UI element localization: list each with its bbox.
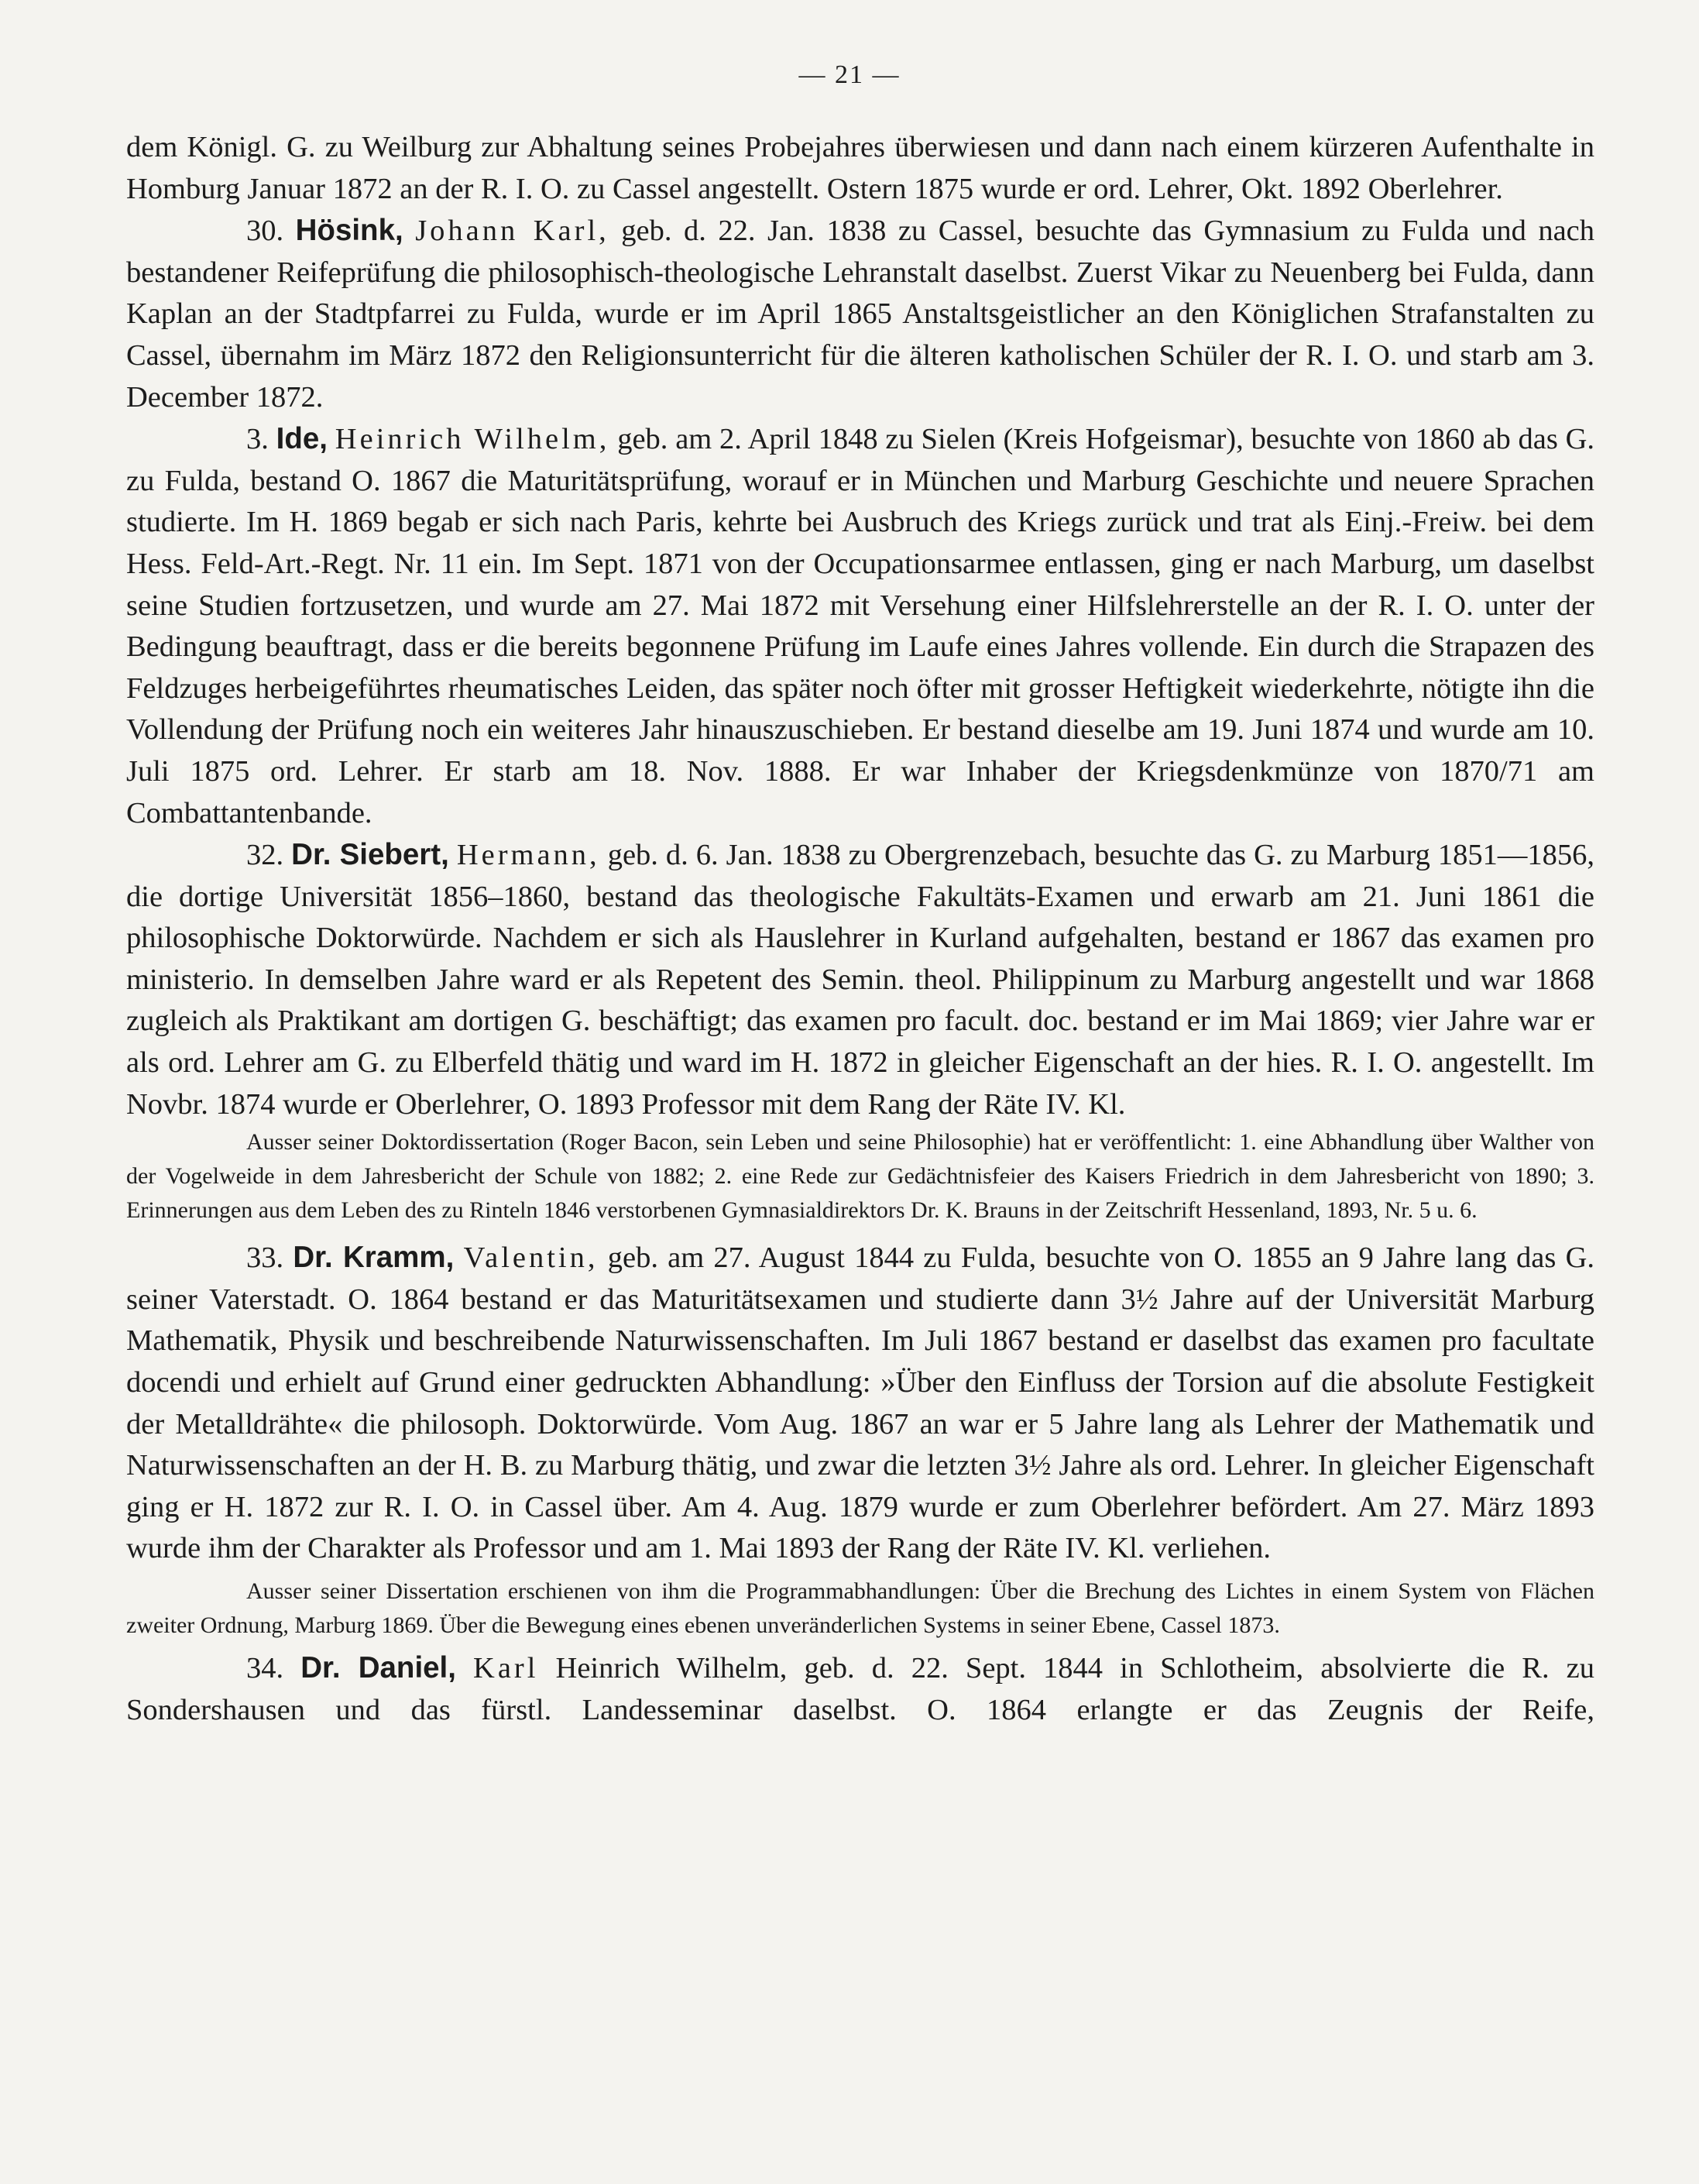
- entry-text: Heinrich Wilhelm, geb. d. 22. Sept. 1844 in Schlotheim, absolvierte die R. zu Sondershausen und das fürstl. Landesseminar daselbst. O. 1864 erlangte er das Zeugnis der Reife,: [126, 1652, 1595, 1726]
- entry-31: [126, 418, 1594, 834]
- entry-surname: Dr. Kramm,: [293, 1241, 455, 1275]
- entry-surname: Ide,: [276, 422, 328, 456]
- entry-given-name: Johann Karl,: [415, 215, 609, 248]
- entry-34: [126, 1647, 1594, 1731]
- spacer: [126, 1228, 1594, 1237]
- entry-number: 32.: [246, 839, 284, 872]
- entry-33-note: Ausser seiner Dissertation erschienen von ihm die Programmabhandlungen: Über die Brechung des Lichtes in einem System von Flächen zweiter Ordnung, Marburg 1869. Über die Bewegung eines ebenen unveränderlichen Systems in seiner Ebene, Cassel 1873.: [126, 1578, 1594, 1638]
- entry-text: geb. d. 22. Jan. 1838 zu Cassel, besuchte das Gymnasium zu Fulda und nach bestandener Reifeprüfung die philosophisch-theologische Lehranstalt daselbst. Zuerst Vikar zu Neuenberg bei Fulda, dann Kaplan an der Stadtpfarrei zu Fulda, wurde er im April 1865 Anstaltsgeistlicher an den Königlichen Strafanstalten zu Cassel, übernahm im März 1872 den Religionsunterricht für die älteren katholischen Schüler der R. I. O. und starb am 3. December 1872.: [126, 215, 1595, 414]
- entry-32: [126, 834, 1594, 1125]
- entry-given-name: Valentin,: [463, 1241, 599, 1275]
- continuation-text: dem Königl. G. zu Weilburg zur Abhaltung seines Probejahres überwiesen und dann nach einem kürzeren Aufenthalte in Homburg Januar 1872 an der R. I. O. zu Cassel angestellt. Ostern 1875 wurde er ord. Lehrer, Okt. 1892 Oberlehrer.: [126, 131, 1594, 205]
- continuation-paragraph: [126, 127, 1594, 210]
- text-block: [126, 127, 1594, 1731]
- entry-number: 33.: [246, 1241, 284, 1275]
- entry-given-name: Hermann,: [456, 839, 600, 872]
- entry-surname: Dr. Siebert,: [291, 838, 449, 872]
- entry-text: geb. am 27. August 1844 zu Fulda, besuchte von O. 1855 an 9 Jahre lang das G. seiner Vaterstadt. O. 1864 bestand er das Maturitätsexamen und studierte dann 3½ Jahre auf der Universität Marburg Mathematik, Physik und beschreibende Naturwissenschaften. Im Juli 1867 bestand er daselbst das examen pro facultate docendi und erhielt auf Grund einer gedruckten Abhandlung: »Über den Einfluss der Torsion auf die absolute Festigkeit der Metalldrähte« die philosoph. Doktorwürde. Vom Aug. 1867 an war er 5 Jahre lang als Lehrer der Mathematik und Naturwissenschaften an der H. B. zu Marburg thätig, und zwar die letzten 3½ Jahre als ord. Lehrer. In gleicher Eigenschaft ging er H. 1872 zur R. I. O. in Cassel über. Am 4. Aug. 1879 wurde er zum Oberlehrer befördert. Am 27. März 1893 wurde ihm der Charakter als Professor und am 1. Mai 1893 der Rang der Räte IV. Kl. verliehen.: [126, 1241, 1595, 1565]
- entry-text: geb. am 2. April 1848 zu Sielen (Kreis Hofgeismar), besuchte von 1860 ab das G. zu Fulda, bestand O. 1867 die Maturitätsprüfung, worauf er in München und Marburg Geschichte und neuere Sprachen studierte. Im H. 1869 begab er sich nach Paris, kehrte bei Ausbruch des Kriegs zurück und trat als Einj.-Freiw. bei dem Hess. Feld-Art.-Regt. Nr. 11 ein. Im Sept. 1871 von der Occupationsarmee entlassen, ging er nach Marburg, um daselbst seine Studien fortzusetzen, und wurde am 27. Mai 1872 mit Versehung einer Hilfslehrerstelle an der R. I. O. unter der Bedingung beauftragt, dass er die bereits begonnene Prüfung im Laufe eines Jahres vollende. Ein durch die Strapazen des Feldzuges herbeigeführtes rheumatisches Leiden, das später noch öfter mit grosser Heftigkeit wiederkehrte, nötigte ihn die Vollendung der Prüfung noch ein weiteres Jahr hinauszuschieben. Er bestand dieselbe am 19. Juni 1874 und wurde am 10. Juli 1875 ord. Lehrer. Er starb am 18. Nov. 1888. Er war Inhaber der Kriegsdenkmünze von 1870/71 am Combattantenbande.: [126, 423, 1595, 829]
- entry-given-name: Karl: [473, 1652, 539, 1684]
- entry-33: [126, 1237, 1594, 1570]
- entry-surname: Hösink,: [295, 214, 403, 248]
- page-number: — 21 —: [798, 60, 901, 89]
- entry-text: geb. d. 6. Jan. 1838 zu Obergrenzebach, besuchte das G. zu Marburg 1851—1856, die dortige Universität 1856–1860, bestand das theologische Fakultäts-Examen und erwarb am 21. Juni 1861 die philosophische Doktorwürde. Nachdem er sich als Hauslehrer in Kurland aufgehalten, bestand er 1867 das examen pro ministerio. In demselben Jahre ward er als Repetent des Semin. theol. Philippinum zu Marburg angestellt und war 1868 zugleich als Praktikant am dortigen G. beschäftigt; das examen pro facult. doc. bestand er im Mai 1869; vier Jahre war er als ord. Lehrer am G. zu Elberfeld thätig und ward im H. 1872 in gleicher Eigenschaft an der hies. R. I. O. angestellt. Im Novbr. 1874 wurde er Oberlehrer, O. 1893 Professor mit dem Rang der Räte IV. Kl.: [126, 839, 1595, 1121]
- entry-number: 30.: [246, 215, 284, 248]
- entry-number: 34.: [246, 1652, 284, 1684]
- entry-number: 3.: [246, 423, 269, 456]
- entry-30: [126, 210, 1594, 418]
- entry-given-name: Heinrich Wilhelm,: [335, 423, 610, 456]
- entry-32-note: Ausser seiner Doktordissertation (Roger Bacon, sein Leben und seine Philosophie) hat er veröffentlicht: 1. eine Abhandlung über Walther von der Vogelweide in dem Jahresbericht der Schule von 1882; 2. eine Rede zur Gedächtnisfeier des Kaisers Friedrich in dem Jahresbericht von 1890; 3. Erinnerungen aus dem Leben des zu Rinteln 1846 verstorbenen Gymnasialdirektors Dr. K. Brauns in der Zeitschrift Hessenland, 1893, Nr. 5 u. 6.: [126, 1129, 1594, 1224]
- entry-surname: Dr. Daniel,: [300, 1651, 456, 1684]
